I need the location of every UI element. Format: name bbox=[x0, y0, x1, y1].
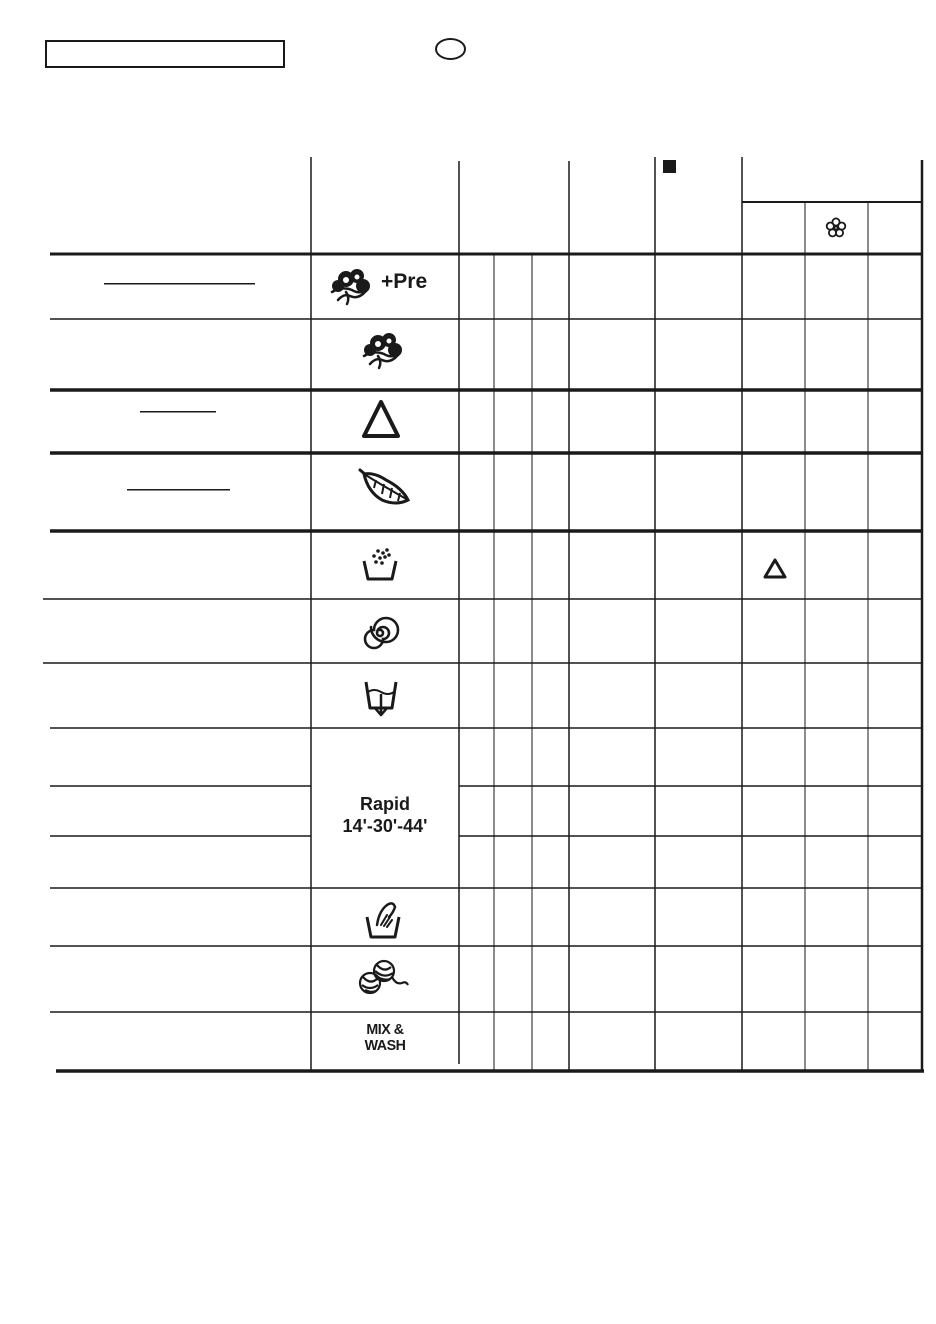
prewash-label: +Pre bbox=[381, 270, 428, 293]
mix-line-1: MIX & bbox=[366, 1021, 404, 1038]
drain-basin-icon bbox=[362, 678, 400, 718]
program-name-line-3 bbox=[127, 489, 230, 491]
triangle-outline-icon bbox=[762, 557, 788, 581]
rapid-program-label bbox=[312, 793, 458, 837]
mix-and-wash-label bbox=[350, 1022, 420, 1054]
rinse-shower-basin-icon bbox=[360, 547, 400, 583]
program-name-line-2 bbox=[140, 411, 216, 413]
triangle-icon bbox=[360, 398, 402, 442]
feather-icon bbox=[358, 466, 412, 510]
black-square-icon bbox=[663, 160, 676, 173]
cotton-flower-icon bbox=[360, 330, 410, 370]
program-name-line-1 bbox=[104, 283, 255, 285]
spiral-spin-icon bbox=[360, 613, 400, 653]
rapid-title: Rapid bbox=[359, 794, 410, 814]
hand-wash-basin-icon bbox=[363, 895, 403, 941]
rapid-durations: 14'-30'-44' bbox=[342, 816, 428, 836]
flower-softener-icon bbox=[824, 216, 848, 240]
wool-yarn-icon bbox=[356, 955, 410, 999]
cotton-flower-icon bbox=[328, 266, 378, 306]
mix-line-2: WASH bbox=[364, 1037, 406, 1054]
